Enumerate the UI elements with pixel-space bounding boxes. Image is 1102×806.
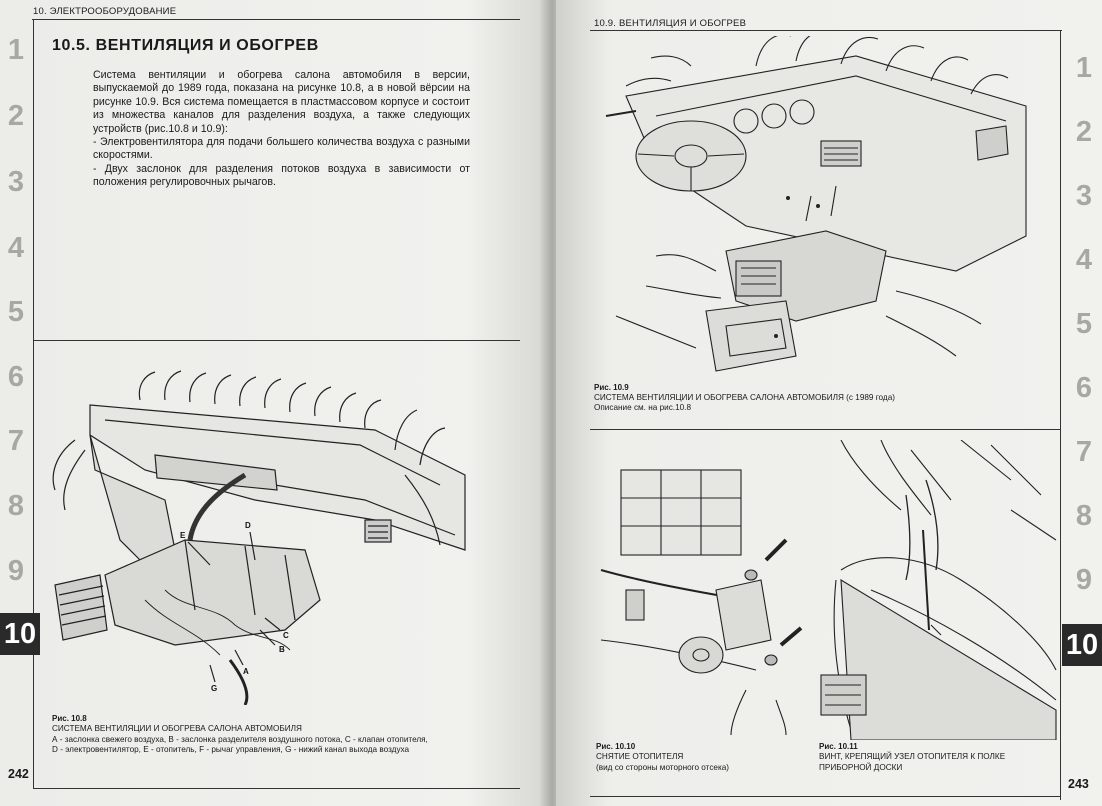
label-a: A — [243, 667, 249, 676]
paragraph: - Электровентилятора для подачи большего количества воздуха с разными скоростями. — [93, 136, 470, 162]
figure-title: ВИНТ, КРЕПЯЩИЙ УЗЕЛ ОТОПИТЕЛЯ К ПОЛКЕ — [819, 752, 1006, 761]
heater-removal-illustration — [596, 440, 821, 735]
chapter-tab: 8 — [7, 490, 25, 522]
figure-title: ПРИБОРНОЙ ДОСКИ — [819, 763, 903, 772]
chapter-tab: 6 — [1075, 372, 1093, 404]
chapter-tab: 5 — [1075, 308, 1093, 340]
right-page — [556, 0, 1102, 806]
header-rule — [32, 19, 520, 20]
label-d: D — [245, 521, 251, 530]
chapter-tab: 9 — [1075, 564, 1093, 596]
chapter-tab: 1 — [7, 34, 25, 66]
figure-legend: D - электровентилятор, Е - отопитель, F - рычаг управления, G - нижий канал выхода воздуха — [52, 745, 410, 754]
chapter-tab: 4 — [7, 232, 25, 264]
header-rule — [590, 30, 1062, 31]
label-g: G — [211, 684, 218, 693]
figure-subtitle: (вид со стороны моторного отсека) — [596, 763, 730, 772]
label-e: E — [180, 531, 186, 540]
figure-number: Рис. 10.9 — [594, 383, 629, 392]
heater-assembly-illustration — [45, 360, 495, 705]
label-c: C — [283, 631, 289, 640]
figure-number: Рис. 10.11 — [819, 742, 858, 751]
footer-rule — [590, 796, 1060, 797]
figure-legend: А - заслонка свежего воздуха, В - заслонка разделителя воздушного потока, С - клапан отопителя, — [52, 735, 428, 744]
section-title: 10.5. ВЕНТИЛЯЦИЯ И ОБОГРЕВ — [52, 37, 319, 54]
chapter-tab: 4 — [1075, 244, 1093, 276]
running-head-right: 10.9. ВЕНТИЛЯЦИЯ И ОБОГРЕВ — [594, 18, 747, 29]
page-number: 242 — [8, 767, 29, 781]
running-head-left: 10. ЭЛЕКТРООБОРУДОВАНИЕ — [33, 6, 177, 17]
figure-title: СИСТЕМА ВЕНТИЛЯЦИИ И ОБОГРЕВА САЛОНА АВТОМОБИЛЯ (с 1989 года) — [594, 393, 895, 402]
paragraph: Система вентиляции и обогрева салона автомобиля в версии, выпускаемой до 1989 года, показана на рисунке 10.8, а в новой вёрсии на рисунке 10.9. Вся система помещается в пластмассовом корпусе и состоит из множества каналов для разделения воздуха, а также следующих устройств (рис.10.8 и 10.9): — [93, 69, 470, 135]
body-text — [93, 69, 470, 190]
chapter-tab: 8 — [1075, 500, 1093, 532]
chapter-tab: 5 — [7, 296, 25, 328]
left-page — [0, 0, 548, 806]
active-chapter-tab: 10 — [0, 613, 40, 655]
chapter-tab: 1 — [1075, 52, 1093, 84]
heater-screw-illustration — [811, 440, 1061, 740]
chapter-tab: 2 — [1075, 116, 1093, 148]
page-number: 243 — [1068, 777, 1089, 791]
figure-number: Рис. 10.10 — [596, 742, 636, 751]
chapter-tab: 3 — [1075, 180, 1093, 212]
column-rule — [33, 19, 34, 789]
paragraph: - Двух заслонок для разделения потоков воздуха в зависимости от положения регулировочных рычагов. — [93, 162, 470, 189]
figure-note: Описание см. на рис.10.8 — [594, 403, 691, 412]
figure-number: Рис. 10.8 — [52, 714, 87, 723]
footer-rule — [33, 788, 520, 789]
figure-divider — [590, 429, 1060, 430]
label-b: B — [279, 645, 285, 654]
chapter-tab: 3 — [7, 166, 25, 198]
figure-divider — [33, 340, 520, 341]
figure-title: СИСТЕМА ВЕНТИЛЯЦИИ И ОБОГРЕВА САЛОНА АВТОМОБИЛЯ — [52, 724, 302, 733]
chapter-tab: 2 — [7, 100, 25, 132]
chapter-tab: 7 — [1075, 436, 1093, 468]
active-chapter-tab: 10 — [1062, 624, 1102, 666]
dashboard-ventilation-illustration — [596, 36, 1056, 381]
figure-title: СНЯТИЕ ОТОПИТЕЛЯ — [596, 752, 684, 761]
chapter-tab: 9 — [7, 555, 25, 587]
chapter-tab: 7 — [7, 425, 25, 457]
chapter-tab: 6 — [7, 361, 25, 393]
